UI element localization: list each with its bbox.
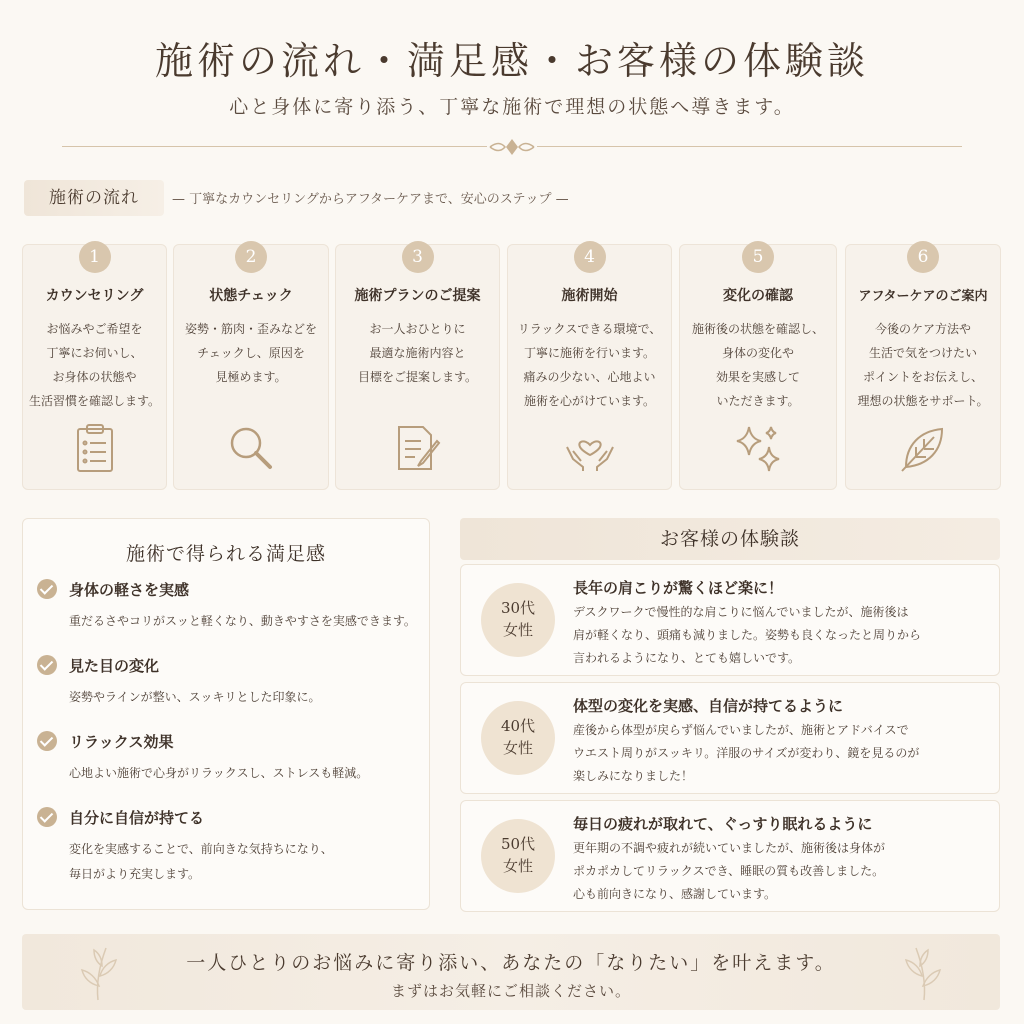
review-card: [460, 682, 1000, 794]
step-number: 5: [742, 241, 774, 273]
footer-cta: まずはお気軽にご相談ください。: [390, 982, 631, 1000]
flow-step-1: [22, 244, 167, 490]
step-number: 3: [402, 241, 434, 273]
review-title: 長年の肩こりが驚くほど楽に！: [573, 579, 784, 597]
step-description: お一人おひとりに 最適な施術内容と 目標をご提案します。: [357, 322, 478, 384]
check-icon: [37, 655, 57, 675]
step-description: 姿勢・筋肉・歪みなどを チェックし、原因を 見極めます。: [184, 322, 317, 384]
flow-step-4: [507, 244, 672, 490]
step-title: 施術開始: [561, 288, 618, 304]
satisfaction-heading: 見た目の変化: [69, 657, 160, 675]
page-title: 施術の流れ・満足感・お客様の体験談: [154, 39, 869, 83]
step-number: 6: [907, 241, 939, 273]
step-description: 今後のケア方法や 生活で気をつけたい ポイントをお伝えし、 理想の状態をサポート。: [857, 322, 989, 408]
step-number: 1: [79, 241, 111, 273]
step-title: カウンセリング: [45, 288, 144, 304]
review-text: 産後から体型が戻らず悩んでいましたが、施術とアドバイスで ウエスト周りがスッキリ。洋服のサイズが変わり、鏡を見るのが 楽しみになりました！: [573, 723, 920, 783]
satisfaction-card: [22, 518, 430, 910]
step-number: 2: [235, 241, 267, 273]
review-title: 体型の変化を実感、自信が持てるように: [573, 697, 844, 715]
footer-banner: [22, 934, 1000, 1010]
review-text: デスクワークで慢性的な肩こりに悩んでいましたが、施術後は 肩が軽くなり、頭痛も減りました。姿勢も良くなったと周りから 言われるようになり、とても嬉しいです。: [573, 605, 922, 665]
satisfaction-heading: 身体の軽さを実感: [69, 581, 190, 599]
flow-section-tag: 施術の流れ: [24, 180, 164, 216]
magnifier-icon: [224, 421, 278, 475]
step-number: 4: [574, 241, 606, 273]
reviewer-badge: 50代 女性: [481, 819, 555, 893]
satisfaction-text: 重だるさやコリがスッと軽くなり、動きやすさを実感できます。: [69, 614, 416, 628]
flow-step-2: [173, 244, 329, 490]
page-subtitle: 心と身体に寄り添う、丁寧な施術で理想の状態へ導きます。: [229, 96, 795, 118]
leaf-icon: [896, 421, 950, 475]
footer-message: 一人ひとりのお悩みに寄り添い、あなたの「なりたい」を叶えます。: [186, 952, 836, 974]
sparkle-icon: [731, 421, 785, 475]
step-title: 状態チェック: [209, 288, 293, 304]
hands-heart-icon: [563, 421, 617, 475]
botanical-ornament-icon: [892, 942, 956, 1002]
ornament-icon: [487, 136, 537, 158]
satisfaction-heading: 自分に自信が持てる: [69, 809, 205, 827]
flow-step-5: [679, 244, 837, 490]
reviewer-badge: 40代 女性: [481, 701, 555, 775]
reviewer-badge: 30代 女性: [481, 583, 555, 657]
satisfaction-text: 姿勢やラインが整い、スッキリとした印象に。: [69, 690, 321, 704]
document-pen-icon: [391, 421, 445, 475]
step-title: 変化の確認: [723, 288, 793, 304]
satisfaction-title: 施術で得られる満足感: [125, 543, 326, 565]
step-description: リラックスできる環境で、 丁寧に施術を行います。 痛みの少ない、心地よい 施術を心がけています。: [517, 322, 662, 408]
step-title: 施術プランのご提案: [354, 288, 481, 304]
flow-step-6: [845, 244, 1001, 490]
satisfaction-text: 心地よい施術で心身がリラックスし、ストレスも軽減。: [69, 766, 369, 780]
check-icon: [37, 807, 57, 827]
review-card: [460, 800, 1000, 912]
step-title: アフターケアのご案内: [858, 289, 988, 304]
reviews-title: お客様の体験談: [460, 518, 1000, 560]
step-description: 施術後の状態を確認し、 身体の変化や 効果を実感して いただきます。: [691, 322, 824, 408]
check-icon: [37, 731, 57, 751]
clipboard-icon: [68, 421, 122, 475]
flow-step-3: [335, 244, 500, 490]
satisfaction-heading: リラックス効果: [69, 733, 174, 751]
review-title: 毎日の疲れが取れて、ぐっすり眠れるように: [573, 815, 873, 833]
satisfaction-text: 変化を実感することで、前向きな気持ちになり、 毎日がより充実します。: [69, 842, 333, 881]
review-text: 更年期の不調や疲れが続いていましたが、施術後は身体が ポカポカしてリラックスでき、睡眠の質も改善しました。 心も前向きになり、感謝しています。: [573, 841, 886, 901]
step-description: お悩みやご希望を 丁寧にお伺いし、 お身体の状態や 生活習慣を確認します。: [28, 322, 161, 408]
review-card: [460, 564, 1000, 676]
flow-section-subtitle: — 丁寧なカウンセリングからアフターケアまで、安心のステップ —: [172, 192, 569, 207]
check-icon: [37, 579, 57, 599]
